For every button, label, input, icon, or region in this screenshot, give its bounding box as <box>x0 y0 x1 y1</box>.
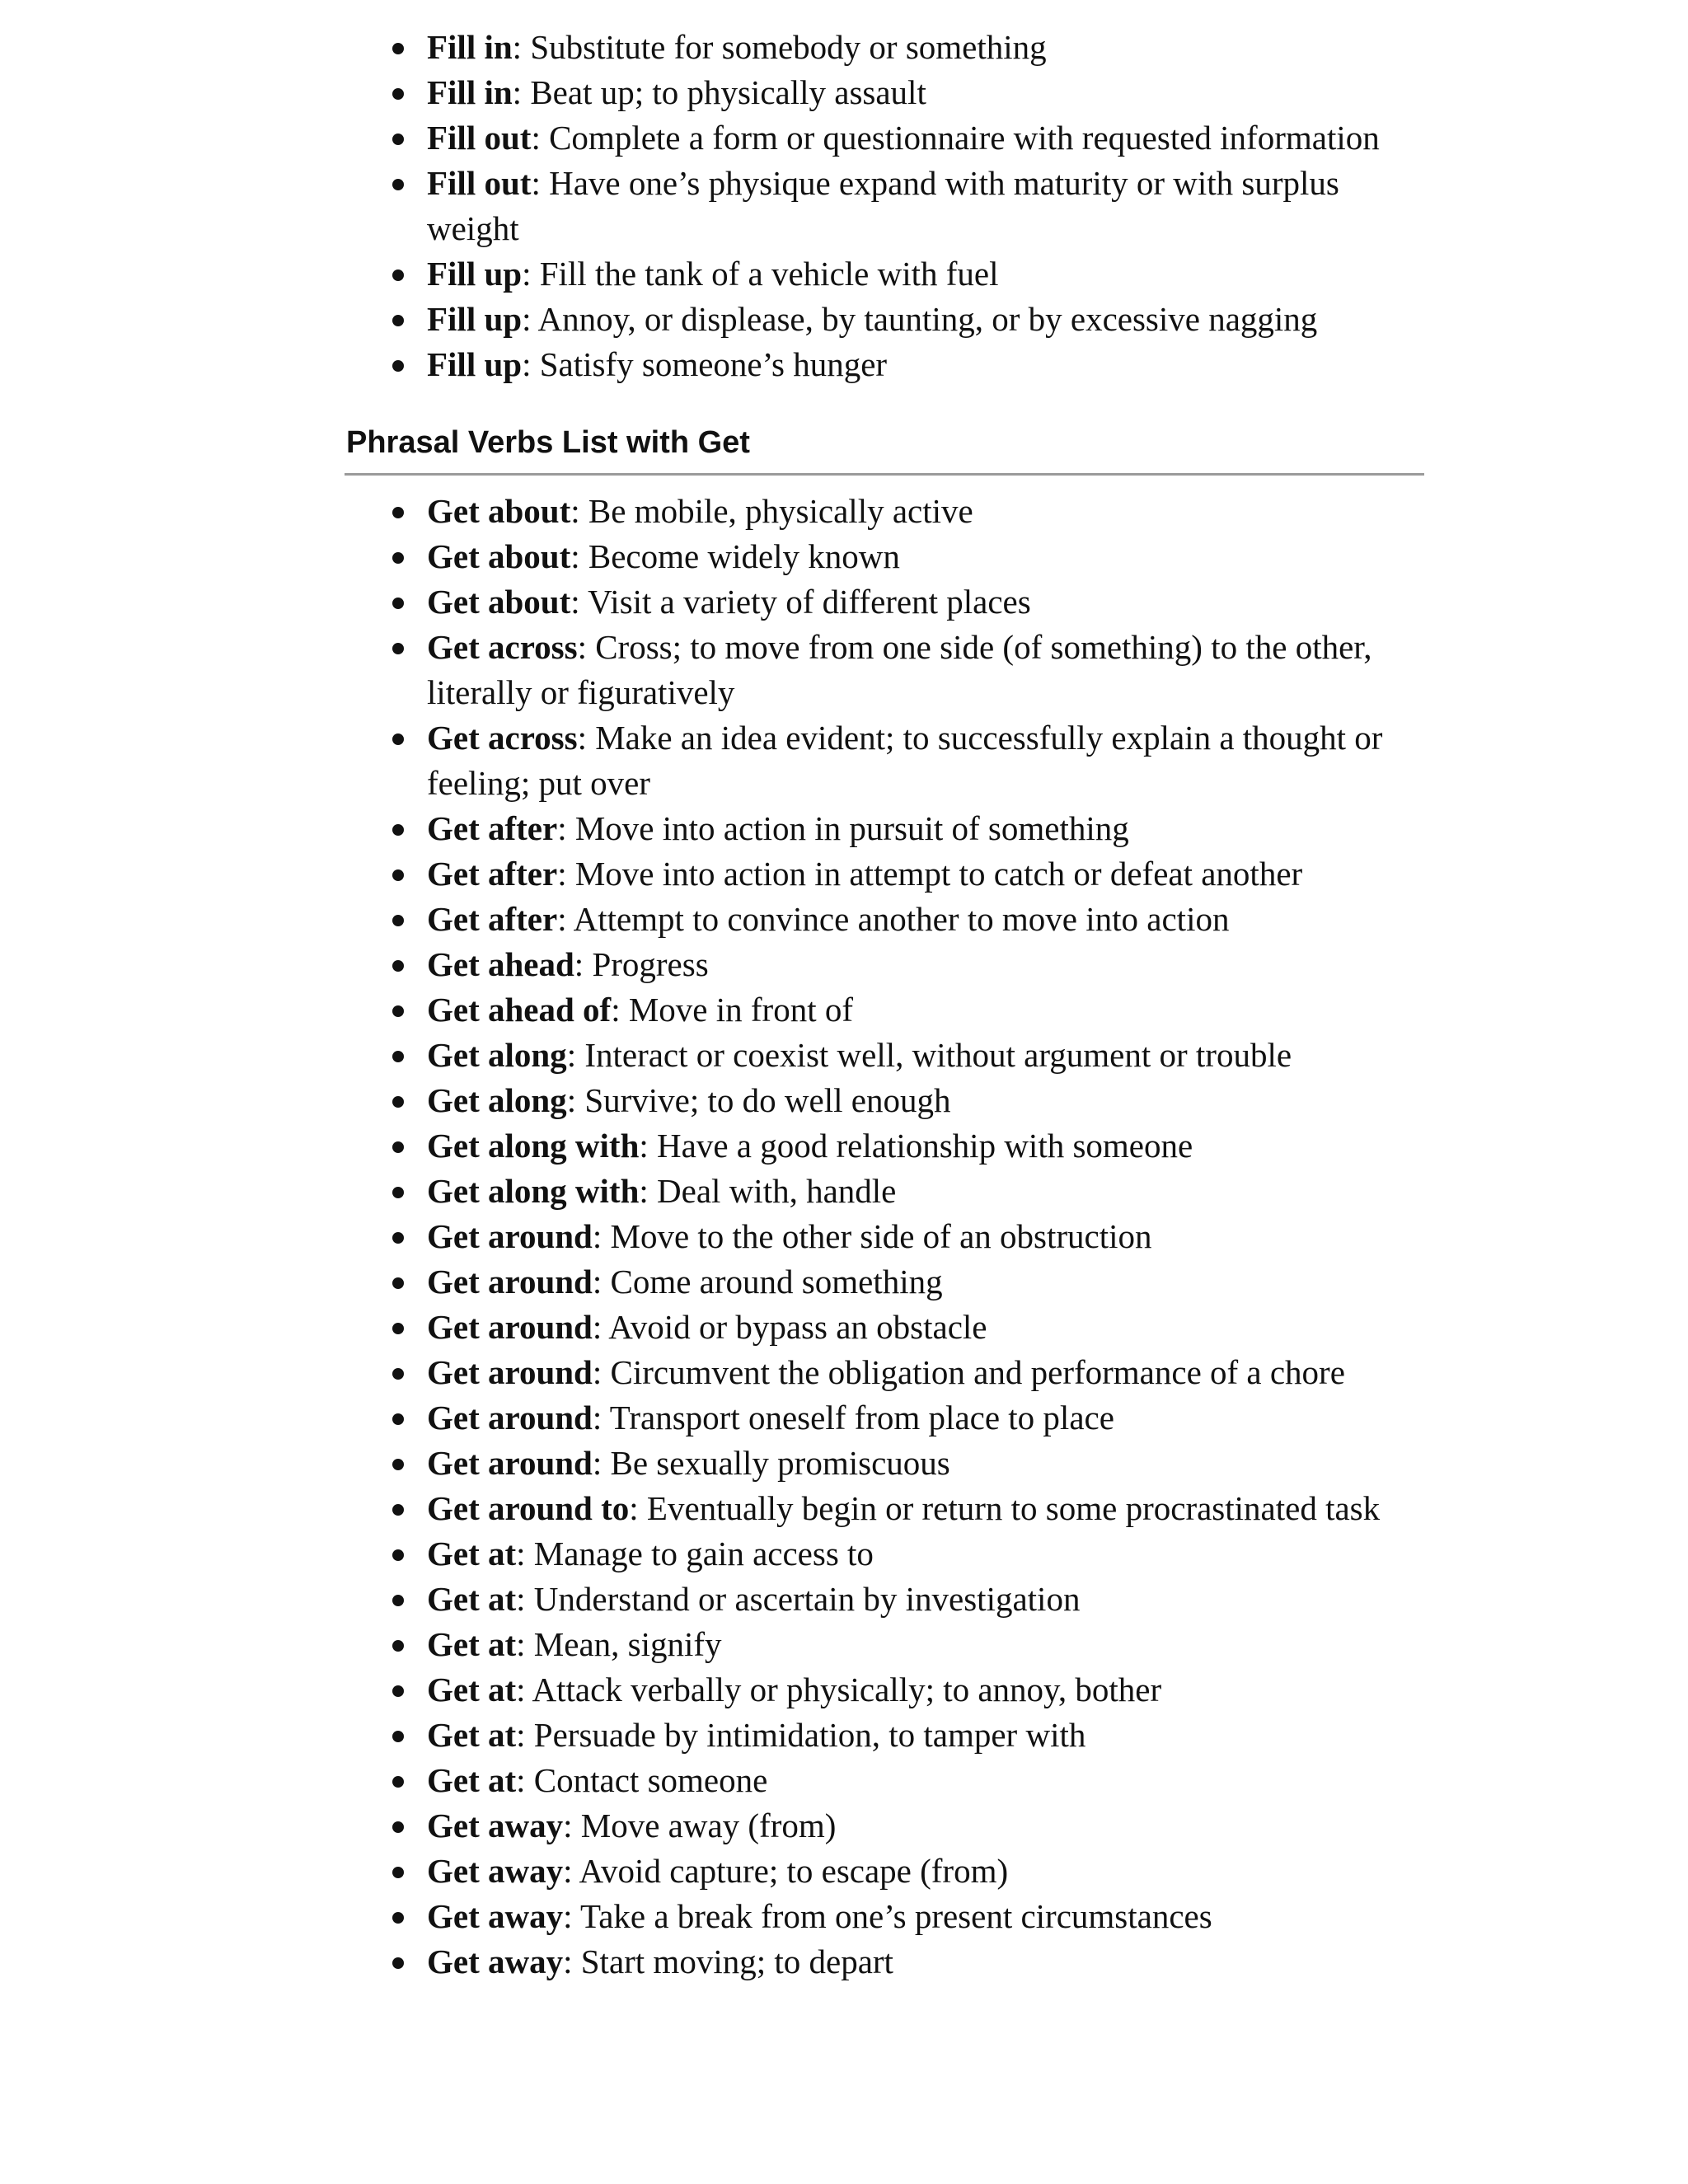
list-item <box>427 70 1424 115</box>
phrasal-verb-term: Get at <box>427 1535 517 1572</box>
phrasal-verb-definition: : Progress <box>574 945 709 983</box>
phrasal-verb-term: Fill out <box>427 164 532 202</box>
list-item <box>427 1577 1424 1622</box>
phrasal-verb-term: Get at <box>427 1716 517 1754</box>
list-item <box>427 489 1424 534</box>
phrasal-verb-definition: : Move away (from) <box>563 1807 837 1844</box>
phrasal-verb-definition: : Mean, signify <box>516 1625 722 1663</box>
phrasal-verb-definition: : Visit a variety of different places <box>570 583 1031 621</box>
phrasal-verb-definition: : Satisfy someone’s hunger <box>522 345 888 383</box>
phrasal-verb-definition: : Come around something <box>592 1263 943 1301</box>
phrasal-verb-definition: : Move in front of <box>611 991 853 1029</box>
phrasal-verb-definition: : Attempt to convince another to move into action <box>557 900 1230 938</box>
phrasal-verb-definition: : Contact someone <box>516 1761 768 1799</box>
list-item <box>427 1486 1424 1531</box>
list-item <box>427 806 1424 851</box>
list-item <box>427 1350 1424 1395</box>
phrasal-verb-term: Get about <box>427 537 571 575</box>
list-item <box>427 251 1424 297</box>
list-item <box>427 987 1424 1033</box>
list-item <box>427 25 1424 70</box>
phrasal-verb-term: Get ahead of <box>427 991 612 1029</box>
list-item <box>427 1305 1424 1350</box>
phrasal-verb-definition: : Eventually begin or return to some procrastinated task <box>629 1489 1381 1527</box>
get-phrasal-verb-list <box>345 489 1424 1985</box>
list-item <box>427 1622 1424 1667</box>
list-item <box>427 1894 1424 1939</box>
list-item <box>427 161 1424 251</box>
list-item <box>427 1939 1424 1985</box>
list-item <box>427 851 1424 897</box>
section-heading-get: Phrasal Verbs List with Get <box>345 424 1424 476</box>
article-content <box>345 25 1424 1985</box>
fill-phrasal-verb-list <box>345 25 1424 387</box>
phrasal-verb-definition: : Move to the other side of an obstruction <box>592 1217 1152 1255</box>
phrasal-verb-term: Get around <box>427 1353 593 1391</box>
list-item <box>427 1123 1424 1169</box>
list-item <box>427 1078 1424 1123</box>
list-item <box>427 1169 1424 1214</box>
phrasal-verb-term: Get across <box>427 719 578 757</box>
phrasal-verb-definition: : Circumvent the obligation and performance of a chore <box>592 1353 1345 1391</box>
phrasal-verb-definition: : Persuade by intimidation, to tamper with <box>516 1716 1086 1754</box>
list-item <box>427 625 1424 715</box>
list-item <box>427 297 1424 342</box>
phrasal-verb-term: Get along with <box>427 1172 640 1210</box>
list-item <box>427 1259 1424 1305</box>
phrasal-verb-term: Fill out <box>427 119 532 157</box>
phrasal-verb-term: Get about <box>427 583 571 621</box>
phrasal-verb-term: Get around <box>427 1399 593 1436</box>
phrasal-verb-definition: : Substitute for somebody or something <box>512 28 1047 66</box>
phrasal-verb-term: Fill in <box>427 28 513 66</box>
phrasal-verb-term: Get away <box>427 1943 564 1980</box>
phrasal-verb-term: Fill up <box>427 255 523 293</box>
list-item <box>427 715 1424 806</box>
list-item <box>427 1849 1424 1894</box>
phrasal-verb-term: Get around <box>427 1263 593 1301</box>
phrasal-verb-definition: : Start moving; to depart <box>563 1943 893 1980</box>
list-item <box>427 1803 1424 1849</box>
phrasal-verb-definition: : Become widely known <box>570 537 900 575</box>
list-item <box>427 1713 1424 1758</box>
phrasal-verb-term: Get away <box>427 1897 564 1935</box>
list-item <box>427 1033 1424 1078</box>
list-item <box>427 1667 1424 1713</box>
phrasal-verb-definition: : Cross; to move from one side (of something) to the other, literally or figuratively <box>427 628 1372 711</box>
phrasal-verb-term: Get along with <box>427 1127 640 1165</box>
phrasal-verb-term: Get around <box>427 1444 593 1482</box>
phrasal-verb-definition: : Be mobile, physically active <box>570 492 973 530</box>
list-item <box>427 942 1424 987</box>
phrasal-verb-definition: : Annoy, or displease, by taunting, or by excessive nagging <box>522 300 1318 338</box>
phrasal-verb-definition: : Move into action in pursuit of something <box>557 809 1129 847</box>
phrasal-verb-definition: : Complete a form or questionnaire with requested information <box>531 119 1380 157</box>
phrasal-verb-definition: : Deal with, handle <box>639 1172 897 1210</box>
phrasal-verb-term: Get away <box>427 1852 564 1890</box>
phrasal-verb-definition: : Take a break from one’s present circumstances <box>563 1897 1212 1935</box>
phrasal-verb-definition: : Make an idea evident; to successfully explain a thought or feeling; put over <box>427 719 1383 802</box>
list-item <box>427 579 1424 625</box>
phrasal-verb-term: Get at <box>427 1580 517 1618</box>
list-item <box>427 115 1424 161</box>
list-item <box>427 1441 1424 1486</box>
list-item <box>427 1395 1424 1441</box>
phrasal-verb-term: Get around <box>427 1308 593 1346</box>
list-item <box>427 534 1424 579</box>
phrasal-verb-definition: : Have one’s physique expand with maturity or with surplus weight <box>427 164 1339 247</box>
phrasal-verb-definition: : Beat up; to physically assault <box>512 73 926 111</box>
phrasal-verb-definition: : Avoid or bypass an obstacle <box>592 1308 987 1346</box>
phrasal-verb-definition: : Move into action in attempt to catch or defeat another <box>557 855 1303 893</box>
phrasal-verb-definition: : Avoid capture; to escape (from) <box>563 1852 1009 1890</box>
phrasal-verb-definition: : Attack verbally or physically; to annoy, bother <box>516 1671 1162 1708</box>
phrasal-verb-term: Get along <box>427 1036 567 1074</box>
phrasal-verb-definition: : Survive; to do well enough <box>566 1081 951 1119</box>
phrasal-verb-term: Get after <box>427 900 558 938</box>
phrasal-verb-definition: : Be sexually promiscuous <box>592 1444 950 1482</box>
phrasal-verb-term: Get across <box>427 628 578 666</box>
list-item <box>427 1758 1424 1803</box>
phrasal-verb-term: Get at <box>427 1625 517 1663</box>
phrasal-verb-definition: : Understand or ascertain by investigation <box>516 1580 1081 1618</box>
phrasal-verb-term: Get along <box>427 1081 567 1119</box>
phrasal-verb-term: Get at <box>427 1671 517 1708</box>
phrasal-verb-definition: : Fill the tank of a vehicle with fuel <box>522 255 999 293</box>
phrasal-verb-definition: : Have a good relationship with someone <box>639 1127 1193 1165</box>
phrasal-verb-term: Get about <box>427 492 571 530</box>
phrasal-verb-term: Get ahead <box>427 945 574 983</box>
phrasal-verb-term: Get after <box>427 809 558 847</box>
list-item <box>427 1214 1424 1259</box>
list-item <box>427 1531 1424 1577</box>
phrasal-verb-term: Fill in <box>427 73 513 111</box>
phrasal-verb-definition: : Interact or coexist well, without argument or trouble <box>566 1036 1292 1074</box>
phrasal-verb-term: Get away <box>427 1807 564 1844</box>
phrasal-verb-definition: : Manage to gain access to <box>516 1535 874 1572</box>
phrasal-verb-term: Get around to <box>427 1489 630 1527</box>
phrasal-verb-term: Get after <box>427 855 558 893</box>
phrasal-verb-term: Get around <box>427 1217 593 1255</box>
list-item <box>427 342 1424 387</box>
phrasal-verb-definition: : Transport oneself from place to place <box>592 1399 1114 1436</box>
phrasal-verb-term: Fill up <box>427 345 523 383</box>
phrasal-verb-term: Get at <box>427 1761 517 1799</box>
phrasal-verb-term: Fill up <box>427 300 523 338</box>
list-item <box>427 897 1424 942</box>
